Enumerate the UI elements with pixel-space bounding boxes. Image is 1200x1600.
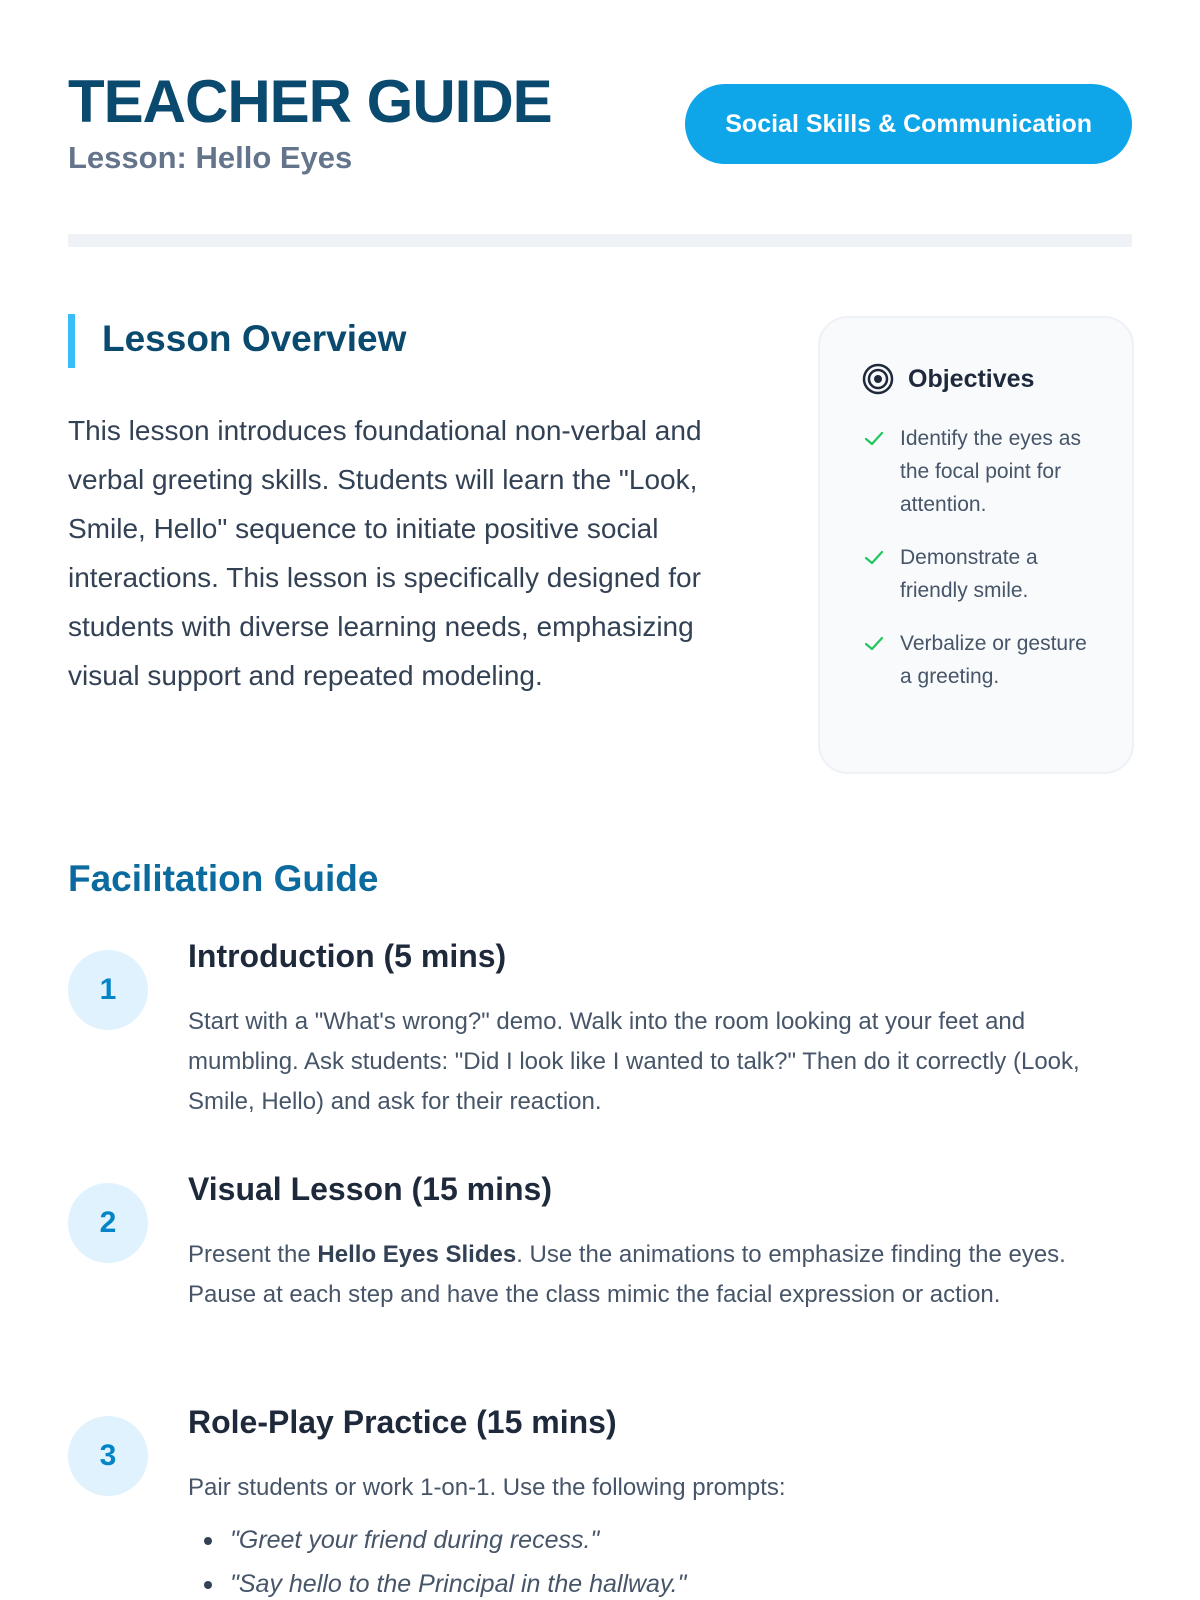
objective-text: Identify the eyes as the focal point for attention.: [900, 427, 1081, 516]
objectives-title: Objectives: [908, 364, 1035, 393]
prompt-item: "Greet your friend during recess.": [200, 1518, 686, 1562]
step-title: Visual Lesson (15 mins): [188, 1171, 552, 1207]
step-text-after: . Use the animations to emphasize finding the eyes. Pause at each step and have the class mimic the facial expression or action.: [188, 1241, 1066, 1308]
step-description: [188, 1235, 1132, 1315]
step-title: Role-Play Practice (15 mins): [188, 1404, 617, 1440]
facilitation-guide-heading: Facilitation Guide: [68, 858, 379, 899]
objectives-header: [862, 362, 1092, 396]
objective-text: Verbalize or gesture a greeting.: [900, 632, 1087, 688]
step-number-badge: 1: [68, 950, 148, 1030]
step-description: Start with a "What's wrong?" demo. Walk into the room looking at your feet and mumbling. Ask students: "Did I look like I wanted to talk?" Then do it correctly (Look, Smile, Hello) and ask for their reaction.: [188, 1008, 1080, 1115]
page-title: TEACHER GUIDE: [68, 68, 552, 135]
check-icon: [862, 545, 886, 569]
check-icon: [862, 426, 886, 450]
section-accent-bar: [68, 314, 75, 368]
step-description: Pair students or work 1-on-1. Use the following prompts:: [188, 1474, 786, 1501]
objectives-list: [862, 422, 1092, 693]
lesson-subtitle: Lesson: Hello Eyes: [68, 140, 353, 175]
objective-item: [862, 627, 1092, 693]
step-number-badge: 2: [68, 1183, 148, 1263]
slides-reference: Hello Eyes Slides: [317, 1241, 517, 1268]
prompt-list: [200, 1518, 686, 1600]
lesson-overview-text: This lesson introduces foundational non-verbal and verbal greeting skills. Students will learn the "Look, Smile, Hello" sequence to initiate positive social interactions. This lesson is specifically designed for students with diverse learning needs, emphasizing visual support and repeated modeling.: [68, 415, 702, 691]
header-divider: [68, 234, 1132, 247]
prompt-item: "Say hello to the Principal in the hallway.": [200, 1562, 686, 1600]
step-text-before: Present the: [188, 1241, 318, 1268]
target-icon: [862, 363, 894, 395]
check-icon: [862, 631, 886, 655]
objective-item: [862, 541, 1092, 607]
category-badge: Social Skills & Communication: [685, 84, 1132, 164]
step-title: Introduction (5 mins): [188, 938, 507, 974]
objective-item: [862, 422, 1092, 521]
guide-header: [68, 68, 1132, 178]
lesson-overview-heading: Lesson Overview: [102, 318, 407, 359]
step-number-badge: 3: [68, 1416, 148, 1496]
objectives-card: [818, 316, 1134, 774]
objective-text: Demonstrate a friendly smile.: [900, 546, 1038, 602]
